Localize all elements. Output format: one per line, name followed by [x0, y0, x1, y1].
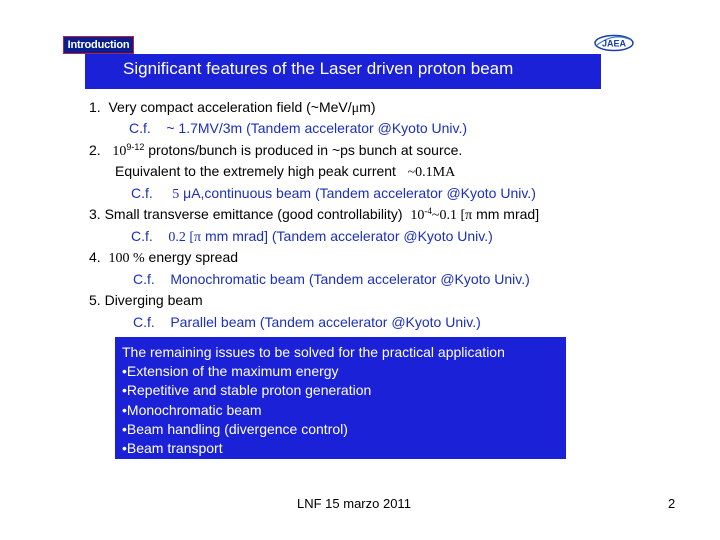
list-item: 4. 100 % energy spread	[89, 249, 239, 266]
issue-item: •Extension of the maximum energy	[122, 363, 339, 380]
slide-frame	[63, 36, 635, 468]
page-number: 2	[668, 496, 676, 511]
remaining-issues-box	[115, 337, 566, 459]
slide-title: Significant features of the Laser driven proton beam	[85, 54, 601, 89]
comparison-line: C.f. 5 μA,continuous beam (Tandem accelerator @Kyoto Univ.)	[131, 185, 536, 202]
issues-heading: The remaining issues to be solved for the practical application	[122, 344, 505, 360]
list-item: 2. 10$^{9-12}$ protons/bunch is produced in ~ps bunch at source.	[89, 142, 463, 159]
list-item: 1. Very compact acceleration field (~MeV/μm)	[89, 99, 376, 116]
comparison-line: C.f. ~ 1.7MV/3m (Tandem accelerator @Kyoto Univ.)	[129, 120, 468, 136]
jaea-logo	[593, 34, 635, 52]
issue-item: •Monochromatic beam	[122, 401, 262, 418]
list-subline: Equivalent to the extremely high peak current ~0.1MA	[115, 163, 456, 180]
comparison-line: C.f. 0.2 [π mm mrad] (Tandem accelerator @Kyoto Univ.)	[131, 228, 493, 245]
list-item: 3. Small transverse emittance (good controllability) $10^{-4}\sim 0.1$ [π mm mrad]	[89, 206, 540, 223]
issue-item: •Beam handling (divergence control)	[122, 420, 348, 437]
jaea-logo-text: JAEA	[601, 38, 627, 49]
comparison-line: C.f. Parallel beam (Tandem accelerator @Kyoto Univ.)	[133, 314, 481, 330]
list-item: 5. Diverging beam	[89, 292, 203, 308]
issue-item: •Beam transport	[122, 440, 223, 457]
introduction-tab: Introduction	[63, 36, 134, 54]
issue-item: •Repetitive and stable proton generation	[122, 382, 372, 399]
footer-text: LNF 15 marzo 2011	[297, 496, 411, 511]
comparison-line: C.f. Monochromatic beam (Tandem accelerator @Kyoto Univ.)	[133, 271, 530, 287]
